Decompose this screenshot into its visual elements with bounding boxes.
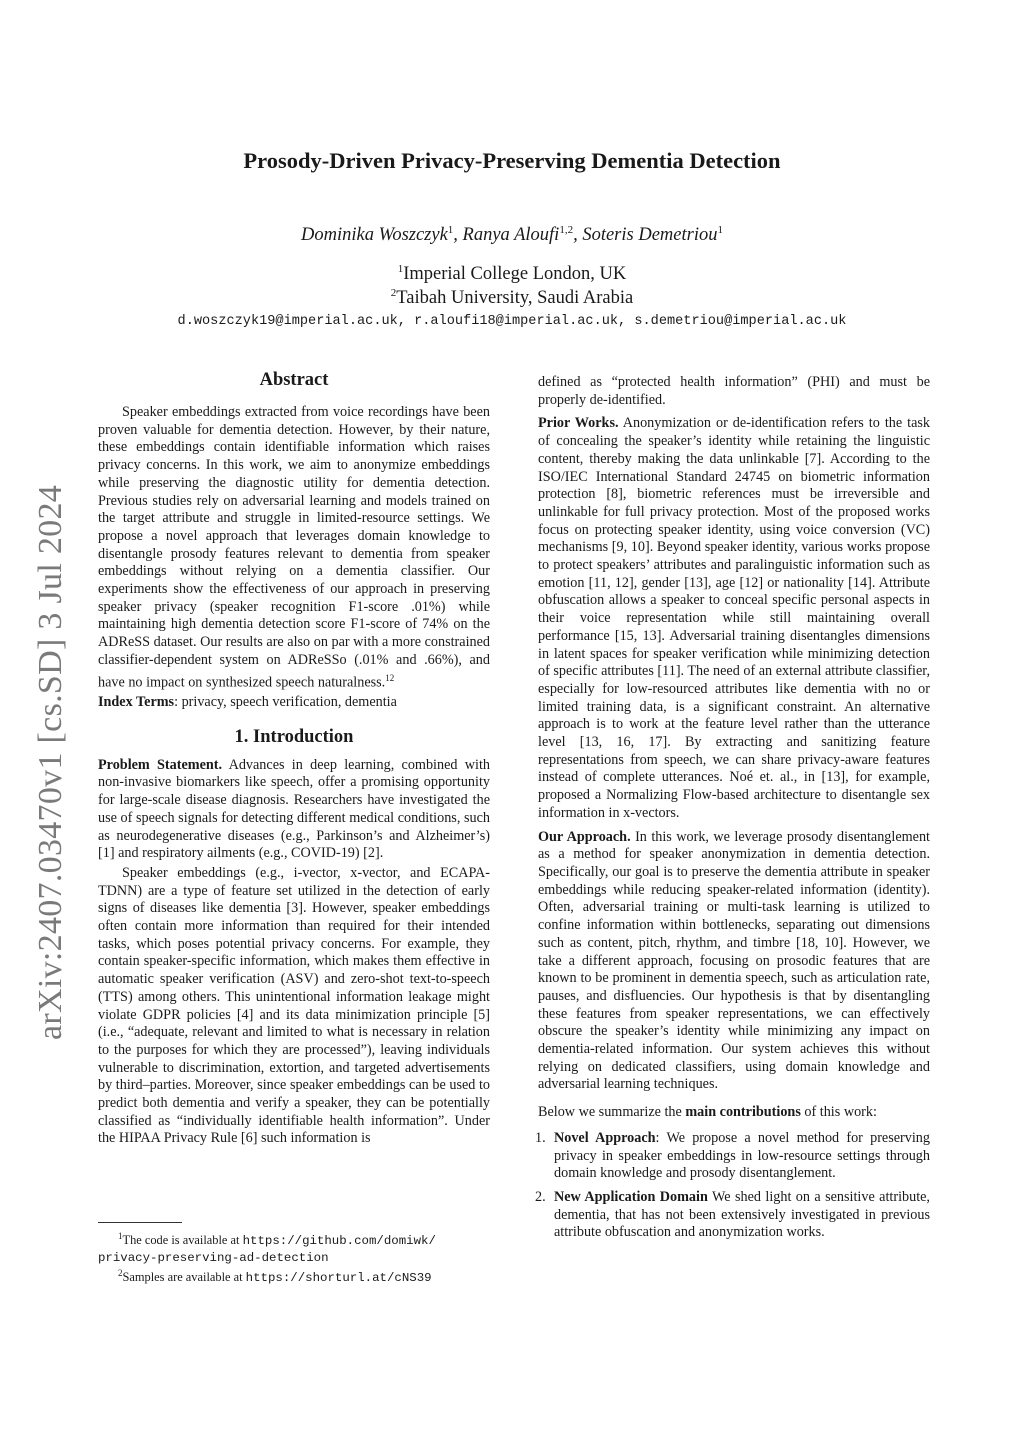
paper-title: Prosody-Driven Privacy-Preserving Dementia Detection — [243, 148, 781, 173]
footnote-rule — [98, 1222, 182, 1223]
continued-paragraph: defined as “protected health information” (PHI) and must be properly de-identified. — [538, 374, 930, 408]
author-emails: d.woszczyk19@imperial.ac.uk, r.aloufi18@imperial.ac.uk, s.demetriou@imperial.ac.uk — [177, 314, 847, 329]
affiliation: $^2$Taibah University, Saudi Arabia — [390, 287, 634, 309]
speaker-embeddings-paragraph: Speaker embeddings (e.g., i-vector, x-vector, and ECAPA-TDNN) are a type of feature set utilized in the detection of early signs of diseases like dementia [3]. However, speaker embeddings often contain more information than required for their intended tasks, which poses potential privacy concerns. For example, they contain speaker-specific information, which makes them effective in automatic speaker verification (ASV) and zero-shot text-to-speech (TTS) among others. This unintentional information leakage might violate GDPR policies [4] and its data minimization principle [5] (i.e., “adequate, relevant and limited to what is necessary in relation to the purposes for which they are processed”), leaving individuals vulnerable to discrimination, extortion, and targeted advertisements by third–parties. Moreover, since speaker embeddings can be used to predict both dementia and verify a speaker, they can be potentially classified as “individually identifiable health information”. Under the HIPAA Privacy Rule [6] such information is — [98, 864, 490, 1147]
footnote: $^2$Samples are available at https://shorturl.at/cNS39 — [118, 1267, 432, 1286]
prior-works-paragraph: Prior Works. Anonymization or de-identification refers to the task of concealing the speaker’s identity while retaining the linguistic content, thereby making the data unlinkable [7]. According to the ISO/IEC International Standard 24745 on biometric information protection [8], biometric references must be irreversible and unlinkable for full privacy protection. Most of the proposed works focus on protecting speaker identity, using voice conversion (VC) mechanisms [9, 10]. Beyond speaker identity, various works propose to protect speakers’ attributes and paralinguistic information such as emotion [11, 12], gender [13], age [12] or nationality [14]. Attribute obfuscation allows a speaker to conceal specific personal aspects in their voice representation while still maintaining overall performance [15, 13]. Adversarial training disentangles dimensions in latent spaces for speaker verification while minimizing detection of specific attributes [11]. The need of an external attribute classifier, especially for low-resourced attributes like dementia with no or limited training data, is a significant constraint. An alternative approach is to work at the feature level rather than the utterance level [13, 16, 17]. By extracting and sanitizing feature representations from speech, we can share privacy-aware features instead of complete utterances. Noé et. al., in [13], for example, proposed a Normalizing Flow-based architecture to disentangle sex information in x-vectors. — [538, 415, 930, 821]
author: Soteris Demetriou$^1$ — [582, 224, 723, 246]
code-link[interactable]: https://github.com/domiwk/ privacy-preserving-ad-detection — [98, 1234, 436, 1265]
index-terms: Index Terms: privacy, speech verification, dementia — [98, 693, 397, 710]
affiliation: $^1$Imperial College London, UK — [397, 263, 627, 285]
section-heading-introduction: 1. Introduction — [234, 726, 354, 747]
left-column — [98, 368, 490, 1150]
author: Ranya Aloufi$^{1,2}$, — [462, 224, 583, 246]
abstract-text: Speaker embeddings extracted from voice recordings have been proven valuable for dementia detection. However, by their nature, these embeddings contain identifiable information which raises privacy concerns. In this work, we aim to anonymize embeddings while preserving the diagnostic utility for dementia detection. Previous studies rely on adversarial learning and models trained on the target attribute and struggle in limited-resource settings. We propose a novel approach that leverages domain knowledge to disentangle prosody features relevant to dementia from speaker embeddings without relying on a dementia classifier. Our experiments show the effectiveness of our approach in preserving speaker privacy (speaker recognition F1-score .01%) while maintaining high dementia detection score F1-score of 74% on the ADReSS dataset. Our results are also on par with a more constrained classifier-dependent system on ADReSSo (.01% and .66%), and have no impact on synthesized speech naturalness.$^{12}$ — [98, 404, 490, 691]
list-item: 1. Novel Approach: We propose a novel method for preserving privacy in speaker embeddings in low-resource settings through domain knowledge and prosody disentanglement. — [535, 1129, 930, 1182]
author: Dominika Woszczyk$^1$, — [301, 224, 463, 246]
contributions-list — [535, 1129, 930, 1242]
our-approach-paragraph: Our Approach. In this work, we leverage prosody disentanglement as a method for speaker anonymization in dementia detection. Specifically, our goal is to preserve the dementia attribute in speaker embeddings while reducing speaker-related information (identity). Often, adversarial training or multi-task learning is utilized to confine information within bottlenecks, separating out dimensions such as content, pitch, rhythm, and timbre [18, 10]. However, we take a different approach, focusing on prosodic features that are known to be prominent in dementia speech, such as articulation rate, pauses, and disfluencies. Our hypothesis is that by disentangling these features from speaker representations, we can effectively obscure the speaker’s identity while minimizing any impact on dementia-related information. Our system achieves this without relying on dedicated classifiers, using domain knowledge and adversarial learning techniques. — [538, 828, 930, 1093]
abstract-heading: Abstract — [259, 370, 329, 390]
problem-statement-paragraph: Problem Statement. Advances in deep learning, combined with non-invasive biomarkers like speech, offer a promising opportunity for large-scale disease diagnosis. Researchers have investigated the use of speech signals for detecting different medical conditions, such as neurodegenerative diseases (e.g., Parkinson’s and Alzheimer’s) [1] and respiratory ailments (e.g., COVID-19) [2]. — [98, 756, 490, 862]
right-column — [535, 374, 930, 1248]
list-item: 2. New Application Domain We shed light on a sensitive attribute, dementia, that has not been extensively investigated in previous attribute obfuscation and anonymization works. — [535, 1188, 930, 1241]
samples-link[interactable]: https://shorturl.at/cNS39 — [245, 1271, 432, 1286]
author-list — [0, 224, 1024, 246]
footnote: $^1$The code is available at https://github.com/domiwk/ privacy-preserving-ad-detection — [98, 1231, 436, 1265]
arxiv-identifier: arXiv:2407.03470v1 [cs.SD] 3 Jul 2024 — [32, 484, 69, 1040]
contributions-intro: Below we summarize the main contributions of this work: — [538, 1104, 877, 1121]
footnotes — [98, 1222, 490, 1286]
